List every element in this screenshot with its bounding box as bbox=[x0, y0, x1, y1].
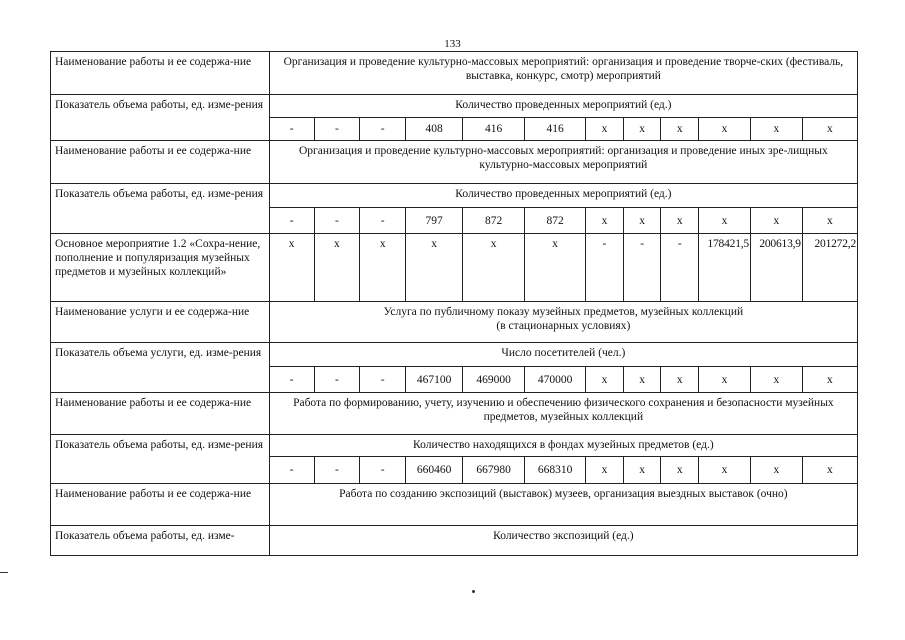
value-cell: x bbox=[269, 234, 314, 302]
table-row bbox=[51, 393, 858, 435]
value-cell: - bbox=[269, 457, 314, 484]
row-description bbox=[269, 302, 857, 343]
value-cell: - bbox=[360, 118, 406, 141]
scan-dot bbox=[472, 590, 475, 593]
value-cell: x bbox=[463, 234, 525, 302]
value-cell: - bbox=[314, 457, 360, 484]
value-cell: 797 bbox=[406, 208, 463, 234]
value-cell: x bbox=[750, 208, 802, 234]
value-cell: x bbox=[314, 234, 360, 302]
value-cell: x bbox=[586, 367, 624, 393]
value-cell: - bbox=[586, 234, 624, 302]
value-cell: 872 bbox=[525, 208, 586, 234]
indicator-title: Количество проведенных мероприятий (ед.) bbox=[269, 184, 857, 208]
value-cell: x bbox=[586, 457, 624, 484]
value-cell: x bbox=[586, 208, 624, 234]
row-label: Показатель объема работы, ед. изме-рения bbox=[51, 95, 270, 141]
value-cell: x bbox=[802, 457, 857, 484]
value-cell: 200613,9 bbox=[750, 234, 802, 302]
value-cell: - bbox=[269, 118, 314, 141]
value-cell: x bbox=[699, 457, 751, 484]
row-label: Показатель объема работы, ед. изме-рения bbox=[51, 435, 270, 484]
value-cell: 467100 bbox=[406, 367, 463, 393]
table-row bbox=[51, 484, 858, 526]
value-cell: x bbox=[623, 208, 661, 234]
value-cell: 668310 bbox=[525, 457, 586, 484]
value-cell: 201272,2 bbox=[802, 234, 857, 302]
value-cell: - bbox=[314, 367, 360, 393]
table-wrapper bbox=[50, 51, 858, 566]
value-cell: - bbox=[269, 208, 314, 234]
value-cell: x bbox=[623, 118, 661, 141]
value-cell: x bbox=[623, 367, 661, 393]
row-label: Наименование услуги и ее содержа-ние bbox=[51, 302, 270, 343]
value-cell: x bbox=[802, 118, 857, 141]
row-description: Работа по созданию экспозиций (выставок) музеев, организация выездных выставок (очно) bbox=[269, 484, 857, 526]
table-row bbox=[51, 141, 858, 184]
value-cell: - bbox=[269, 367, 314, 393]
value-cell: x bbox=[623, 457, 661, 484]
value-cell: x bbox=[699, 118, 751, 141]
value-cell: x bbox=[699, 367, 751, 393]
value-cell: x bbox=[661, 208, 699, 234]
value-cell: x bbox=[525, 234, 586, 302]
value-cell: 667980 bbox=[463, 457, 525, 484]
table-row bbox=[51, 184, 858, 208]
value-cell: 416 bbox=[463, 118, 525, 141]
table-row bbox=[51, 343, 858, 367]
row-description: Организация и проведение культурно-массовых мероприятий: организация и проведение иных зре-лищных культурно-массовых мероприятий bbox=[269, 141, 857, 184]
value-cell: x bbox=[586, 118, 624, 141]
description-line: (в стационарных условиях) bbox=[496, 320, 631, 332]
row-label: Наименование работы и ее содержа-ние bbox=[51, 141, 270, 184]
row-label: Показатель объема работы, ед. изме-рения bbox=[51, 184, 270, 234]
value-cell: 469000 bbox=[463, 367, 525, 393]
value-cell: 660460 bbox=[406, 457, 463, 484]
row-description: Работа по формированию, учету, изучению и обеспечению физического сохранения и безопасности музейных предметов, музейных коллекций bbox=[269, 393, 857, 435]
value-cell: - bbox=[661, 234, 699, 302]
value-cell: x bbox=[750, 457, 802, 484]
table-row bbox=[51, 302, 858, 343]
row-label: Наименование работы и ее содержа-ние bbox=[51, 393, 270, 435]
table-row bbox=[51, 95, 858, 118]
table-row bbox=[51, 52, 858, 95]
indicator-title: Число посетителей (чел.) bbox=[269, 343, 857, 367]
value-cell: 178421,5 bbox=[699, 234, 751, 302]
table-row bbox=[51, 435, 858, 457]
table-row bbox=[51, 234, 858, 302]
value-cell: 872 bbox=[463, 208, 525, 234]
value-cell: 416 bbox=[525, 118, 586, 141]
value-cell: - bbox=[360, 457, 406, 484]
indicator-title: Количество экспозиций (ед.) bbox=[269, 526, 857, 556]
scan-mark bbox=[0, 572, 8, 573]
value-cell: 470000 bbox=[525, 367, 586, 393]
description-line: Услуга по публичному показу музейных предметов, музейных коллекций bbox=[383, 306, 744, 318]
value-cell: x bbox=[661, 367, 699, 393]
program-table bbox=[50, 51, 858, 556]
page-number: 133 bbox=[444, 38, 461, 50]
value-cell: x bbox=[750, 367, 802, 393]
value-cell: 408 bbox=[406, 118, 463, 141]
value-cell: x bbox=[661, 118, 699, 141]
row-label: Наименование работы и ее содержа-ние bbox=[51, 52, 270, 95]
value-cell: x bbox=[802, 367, 857, 393]
table-row bbox=[51, 526, 858, 556]
value-cell: - bbox=[360, 367, 406, 393]
indicator-title: Количество проведенных мероприятий (ед.) bbox=[269, 95, 857, 118]
row-label: Показатель объема услуги, ед. изме-рения bbox=[51, 343, 270, 393]
value-cell: x bbox=[661, 457, 699, 484]
value-cell: - bbox=[623, 234, 661, 302]
value-cell: x bbox=[406, 234, 463, 302]
value-cell: - bbox=[314, 208, 360, 234]
value-cell: - bbox=[360, 208, 406, 234]
indicator-title: Количество находящихся в фондах музейных предметов (ед.) bbox=[269, 435, 857, 457]
row-label: Показатель объема работы, ед. изме- bbox=[51, 526, 270, 556]
row-label: Наименование работы и ее содержа-ние bbox=[51, 484, 270, 526]
value-cell: x bbox=[750, 118, 802, 141]
value-cell: x bbox=[802, 208, 857, 234]
value-cell: - bbox=[314, 118, 360, 141]
row-description: Организация и проведение культурно-массовых мероприятий: организация и проведение творче-ских (фестиваль, выставка, конкурс, смотр) мероприятий bbox=[269, 52, 857, 95]
row-label: Основное мероприятие 1.2 «Сохра-нение, пополнение и популяризация музейных предметов и музейных коллекций» bbox=[51, 234, 270, 302]
value-cell: x bbox=[699, 208, 751, 234]
value-cell: x bbox=[360, 234, 406, 302]
